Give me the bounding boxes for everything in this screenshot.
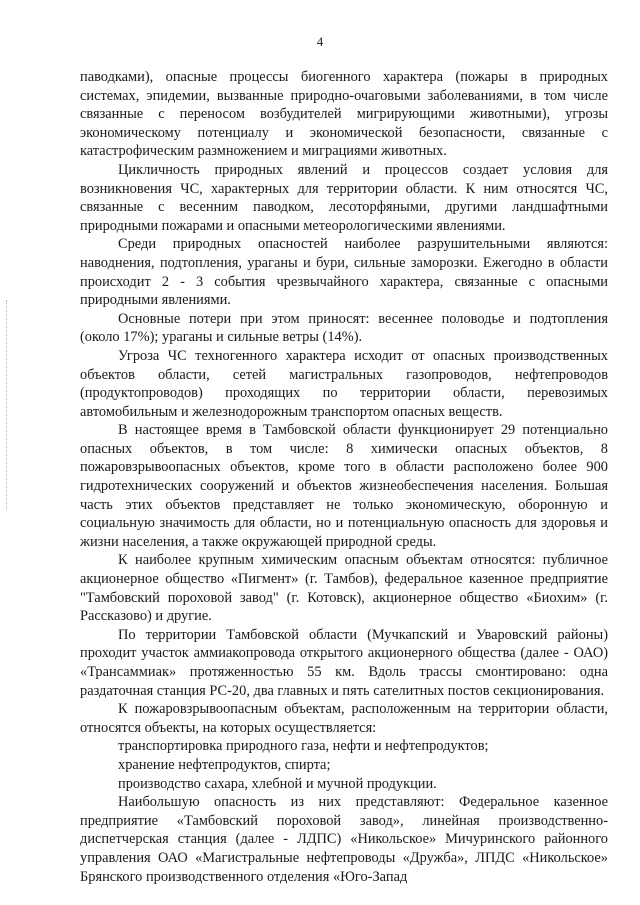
paragraph-technogenic-threat: Угроза ЧС техногенного характера исходит от опасных производственных объектов области, сетей магистральных газопроводов, нефтепроводов (продуктопроводов) проходящих по территории области, перевозимых автомобильным и железнодорожным транспортом опасных веществ. xyxy=(80,347,608,420)
paragraph-greatest-danger: Наибольшую опасность из них представляют: Федеральное казенное предприятие «Тамбовский пороховой завод», линейная производственно-диспетчерская станция (далее - ЛДПС) «Никольское» Мичуринского районного управления ОАО «Магистральные нефтепроводы «Дружба», ЛПДС «Никольское» Брянского производственного отделения «Юго-Запад xyxy=(80,794,608,885)
paragraph-main-losses: Основные потери при этом приносят: весеннее половодье и подтопления (около 17%); ураганы и сильные ветры (14%). xyxy=(80,310,608,346)
paragraph-hazardous-objects: В настоящее время в Тамбовской области функционирует 29 потенциально опасных объектов, в том числе: 8 химически опасных объектов, 8 пожаровзрывоопасных объектов, кроме того в области расположено более 900 гидротехнических сооружений и объектов жизнеобеспечения населения. Большая часть этих объектов представляет не только экономическую, оборонную и социальную значимость для области, но и потенциальную опасность для здоровья и жизни населения, а также окружающей природной среды. xyxy=(80,422,608,550)
list-item: транспортировка природного газа, нефти и нефтепродуктов; xyxy=(118,738,489,755)
document-body xyxy=(80,68,608,886)
paragraph-chemical-objects: К наиболее крупным химическим опасным объектам относятся: публичное акционерное общество «Пигмент» (г. Тамбов), федеральное казенное предприятие "Тамбовский пороховой завод" (г. Котовск), акционерное общество «Биохим» (г. Рассказово) и другие. xyxy=(80,552,608,625)
page-number: 4 xyxy=(316,34,324,49)
paragraph-continuation: паводками), опасные процессы биогенного характера (пожары в природных системах, эпидемии, вызванные природно-очаговыми заболеваниями, в том числе связанные с переносом возбудителей мигрирующими животными), угрозы экономическому потенциалу и экономической безопасности, связанные с катастрофическим размножением и миграциями животных. xyxy=(80,69,608,160)
paragraph-natural-hazards: Среди природных опасностей наиболее разрушительными являются: наводнения, подтопления, ураганы и бури, сильные заморозки. Ежегодно в области происходит 2 - 3 события чрезвычайного характера, связанные с опасными природными явлениями. xyxy=(80,236,608,309)
margin-scan-mark xyxy=(6,300,8,510)
list-item: производство сахара, хлебной и мучной продукции. xyxy=(118,775,437,792)
list-item: хранение нефтепродуктов, спирта; xyxy=(118,756,331,773)
paragraph-ammonia-pipeline: По территории Тамбовской области (Мучкапский и Уваровский районы) проходит участок аммиакопровода открытого акционерного общества (далее - ОАО) «Трансаммиак» протяженностью 55 км. Вдоль трассы смонтировано: одна раздаточная станция РС-20, два главных и пять сателитных постов секционирования. xyxy=(80,626,608,699)
paragraph-natural-cycles: Цикличность природных явлений и процессов создает условия для возникновения ЧС, характерных для территории области. К ним относятся ЧС, связанные с весенним паводком, лесоторфяными, другими ландшафтными природными пожарами и опасными метеорологическими явлениями. xyxy=(80,161,608,234)
paragraph-fire-explosive-objects: К пожаровзрывоопасным объектам, расположенным на территории области, относятся объекты, на которых осуществляется: xyxy=(80,701,608,736)
